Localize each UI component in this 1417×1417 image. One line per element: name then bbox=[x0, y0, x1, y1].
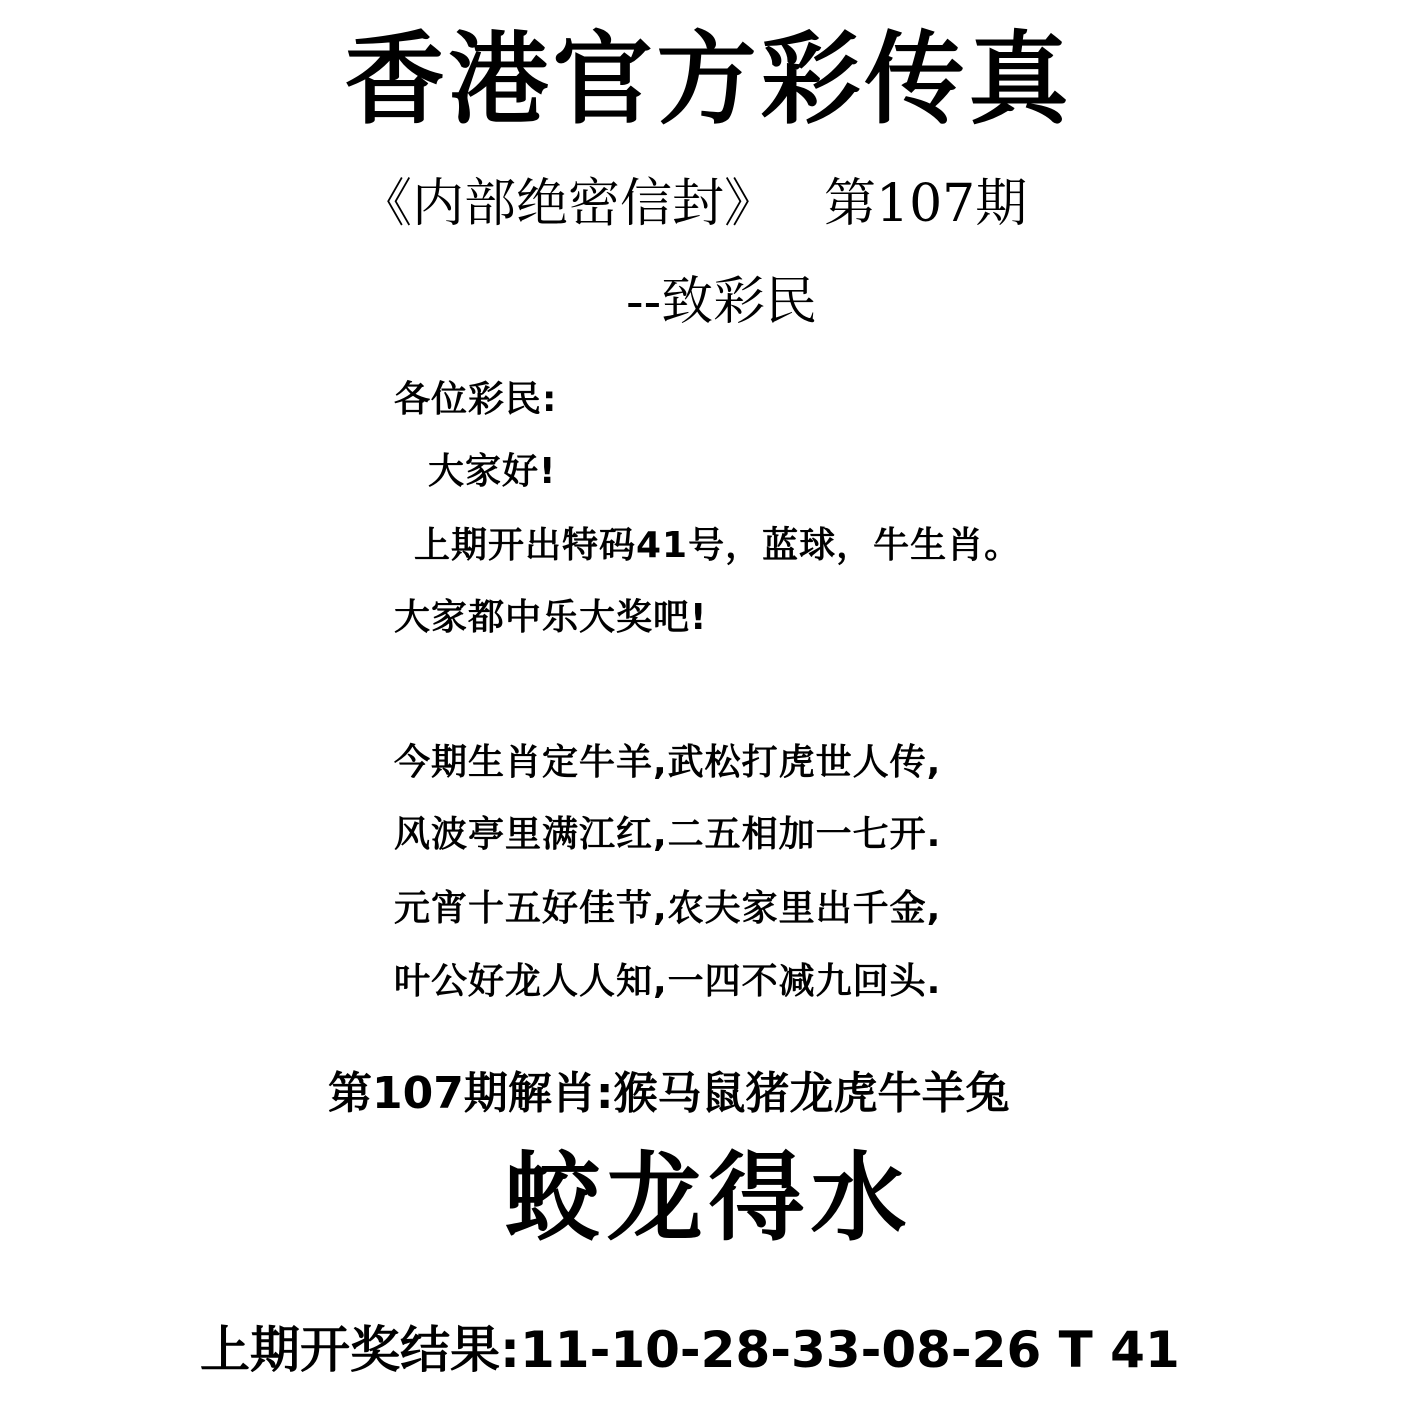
dedication: --致彩民 bbox=[626, 272, 818, 332]
subtitle-label: 《内部绝密信封》 bbox=[360, 174, 777, 234]
verse-line: 今期生肖定牛羊,武松打虎世人传, bbox=[394, 742, 942, 783]
verse-line: 风波亭里满江红,二五相加一七开. bbox=[394, 814, 942, 855]
motto: 蛟龙得水 bbox=[504, 1142, 913, 1254]
verse-line: 叶公好龙人人知,一四不减九回头. bbox=[394, 961, 942, 1002]
last-draw-result: 上期开奖结果:11-10-28-33-08-26 T 41 bbox=[200, 1321, 1180, 1379]
page-title: 香港官方彩传真 bbox=[344, 21, 1073, 138]
subtitle-row bbox=[360, 174, 1028, 234]
letter-congrats: 大家都中乐大奖吧! bbox=[394, 597, 708, 638]
verse-line: 元宵十五好佳节,农夫家里出千金, bbox=[394, 888, 942, 929]
letter-greeting: 各位彩民: bbox=[394, 379, 558, 420]
letter-hello: 大家好! bbox=[428, 451, 557, 492]
issue-number: 第107期 bbox=[824, 174, 1028, 234]
zodiac-hint: 第107期解肖:猴马鼠猪龙虎牛羊兔 bbox=[328, 1068, 1010, 1119]
last-draw-note: 上期开出特码41号，蓝球，牛生肖。 bbox=[414, 525, 1022, 566]
